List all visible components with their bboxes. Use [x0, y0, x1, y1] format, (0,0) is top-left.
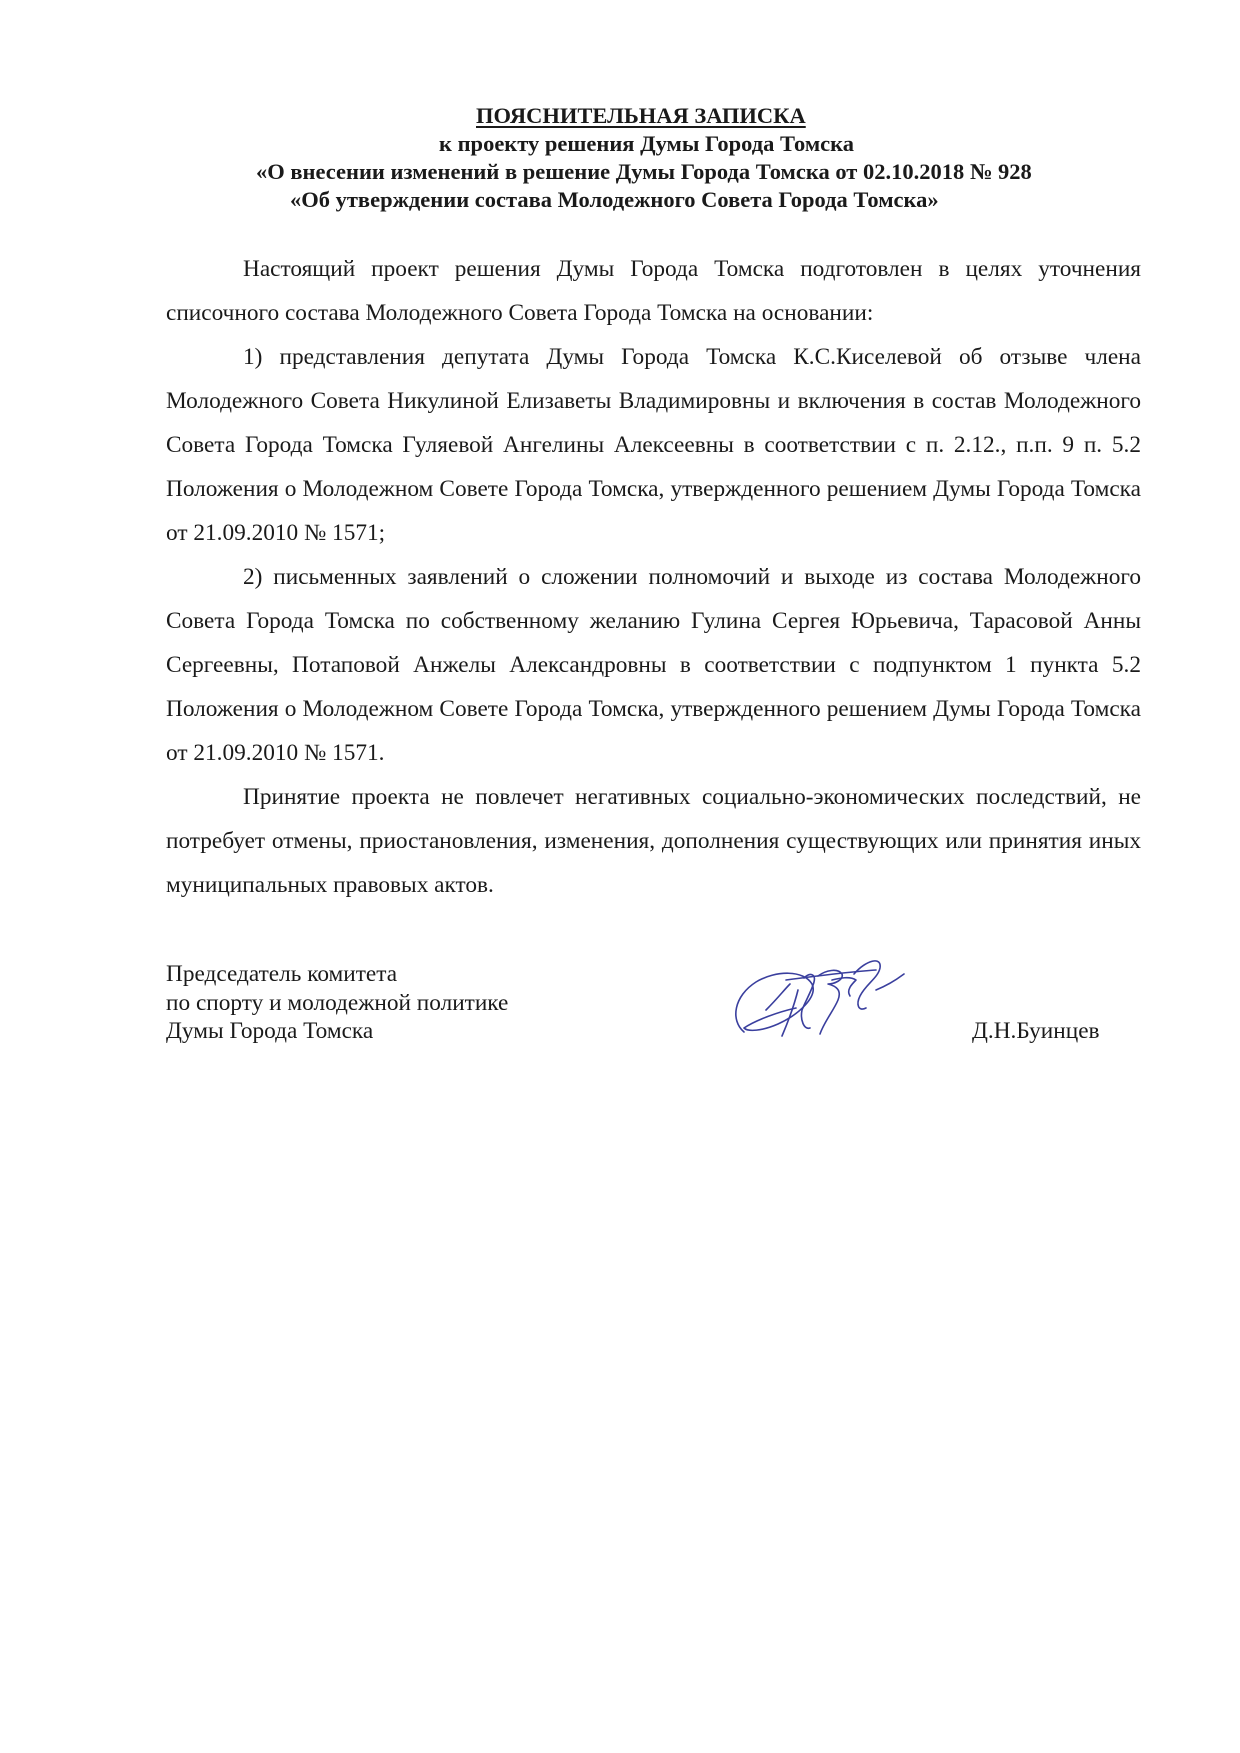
- title-heading: ПОЯСНИТЕЛЬНАЯ ЗАПИСКА: [476, 103, 806, 128]
- document-title: [160, 102, 1160, 214]
- signatory-name: Д.Н.Буинцев: [972, 1018, 1100, 1044]
- signatory-position-line: Председатель комитета: [166, 961, 398, 987]
- signature-block: [166, 960, 1141, 1080]
- paragraph-item-1: 1) представления депутата Думы Города Томска К.С.Киселевой об отзыве члена Молодежного Совета Никулиной Елизаветы Владимировны и включения в состав Молодежного Совета Города Томска Гуляевой Ангелины Алексеевны в соответствии с п. 2.12., п.п. 9 п. 5.2 Положения о Молодежном Совете Города Томска, утвержденного решением Думы Города Томска от 21.09.2010 № 1571;: [166, 344, 1141, 546]
- title-subheading: к проекту решения Думы Города Томска: [439, 131, 855, 156]
- signatory-position-line: Думы Города Томска: [166, 1018, 374, 1044]
- signatory-position-line: по спорту и молодежной политике: [166, 989, 509, 1016]
- document-body: [166, 247, 1141, 907]
- title-decision-name: «Об утверждении состава Молодежного Совета Города Томска»: [290, 187, 939, 212]
- title-decision-reference: «О внесении изменений в решение Думы Города Томска от 02.10.2018 № 928: [256, 159, 1032, 184]
- handwritten-signature: [726, 950, 926, 1055]
- paragraph-conclusion: Принятие проекта не повлечет негативных социально-экономических последствий, не потребует отмены, приостановления, изменения, дополнения существующих или принятия иных муниципальных правовых актов.: [166, 784, 1141, 898]
- signatory-position: [166, 960, 626, 1046]
- paragraph-intro: Настоящий проект решения Думы Города Томска подготовлен в целях уточнения списочного состава Молодежного Совета Города Томска на основании:: [166, 256, 1141, 326]
- paragraph-item-2: 2) письменных заявлений о сложении полномочий и выходе из состава Молодежного Совета Города Томска по собственному желанию Гулина Сергея Юрьевича, Тарасовой Анны Сергеевны, Потаповой Анжелы Александровны в соответствии с подпунктом 1 пункта 5.2 Положения о Молодежном Совете Города Томска, утвержденного решением Думы Города Томска от 21.09.2010 № 1571.: [166, 564, 1141, 766]
